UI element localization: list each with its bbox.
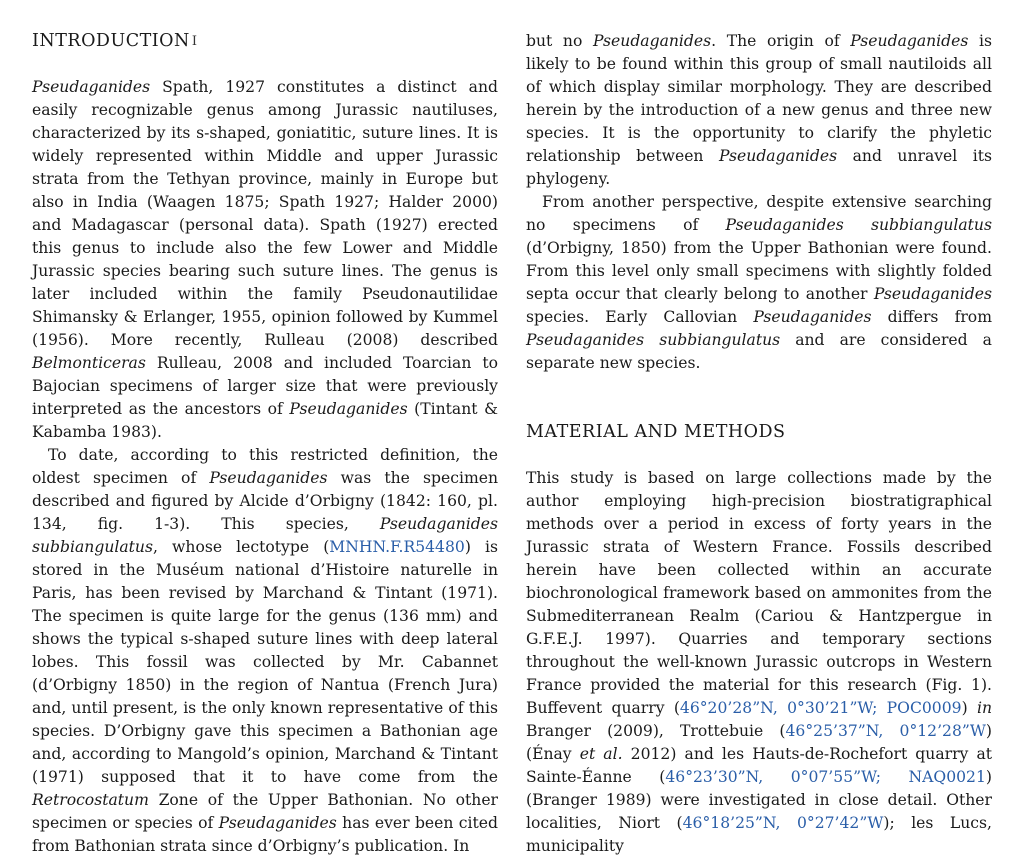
text-run: was the specimen described and figured by Alcide d’Orbigny (1842: 160, pl. 134, fig. 1-3). This species, bbox=[32, 469, 498, 533]
species-name: Pseudaganides subbiangulatus bbox=[32, 515, 498, 556]
text-run: This study is based on large collections made by the author employing high-precision biostratigraphical methods over a period in excess of forty years in the Jurassic strata of Western France. Fossils described herein have been collected within an accurate biochronological framework based on ammonites from the Submediterranean Realm (Cariou & Hantzpergue in G.F.E.J. 1997). Quarries and temporary sections throughout the well-known Jurassic outcrops in Western France provided the material for this research (Fig. 1). Buffevent quarry ( bbox=[526, 469, 992, 717]
text-run: but no bbox=[526, 32, 593, 50]
specimen-link[interactable]: MNHN.F.R54480 bbox=[329, 538, 465, 556]
text-run: From another perspective, despite extensive searching no specimens of bbox=[526, 193, 992, 234]
right-column bbox=[526, 30, 992, 858]
coordinate-link[interactable]: 46°18’25”N, 0°27’42”W bbox=[682, 814, 884, 832]
genus-name: Pseudaganides bbox=[873, 285, 992, 303]
text-run: ); les Lucs, municipality bbox=[526, 814, 992, 855]
genus-name: Pseudaganides bbox=[209, 469, 328, 487]
intro-paragraph-1 bbox=[32, 76, 498, 444]
text-run: (d’Orbigny, 1850) from the Upper Bathonian were found. From this level only small specimens with slightly folded septa occur that clearly belong to another bbox=[526, 239, 992, 303]
text-run: , whose lectotype ( bbox=[152, 538, 330, 556]
genus-name: Pseudaganides bbox=[718, 147, 838, 165]
genus-name: Pseudaganides bbox=[32, 78, 151, 96]
methods-paragraph-1 bbox=[526, 467, 992, 858]
text-run: ) is stored in the Muséum national d’Histoire naturelle in Paris, has been revised by Marchand & Tintant (1971). The specimen is quite large for the genus (136 mm) and shows the typical s-shaped suture lines with deep lateral lobes. This fossil was collected by Mr. Cabannet (d’Orbigny 1850) in the region of Nantua (French Jura) and, until present, is the only known representative of this species. D’Orbigny gave this specimen a Bathonian age and, according to Mangold’s opinion, Marchand & Tintant (1971) supposed that it to have come from the bbox=[32, 538, 499, 786]
genus-name: Pseudaganides bbox=[592, 32, 712, 50]
text-run: Rulleau, 2008 and included Toarcian to Bajocian specimens of larger size that were previously interpreted as the ancestors of bbox=[32, 354, 498, 418]
text-run: (Tintant & Kabamba 1983). bbox=[32, 400, 498, 441]
spacer bbox=[32, 53, 498, 76]
text-run: To date, according to this restricted definition, the oldest specimen of bbox=[32, 446, 498, 487]
intro-paragraph-4 bbox=[526, 191, 992, 375]
text-run: ) bbox=[961, 699, 977, 717]
methods-heading: MATERIAL AND METHODS bbox=[526, 422, 786, 442]
text-run: Branger (2009), Trottebuie ( bbox=[526, 722, 786, 740]
intro-paragraph-2 bbox=[32, 444, 498, 858]
text-run: . The origin of bbox=[711, 32, 851, 50]
genus-name: Belmonticeras bbox=[32, 354, 146, 372]
text-run: has ever been cited from Bathonian strata since d’Orbigny’s publication. In bbox=[32, 814, 498, 855]
text-run-italic: et al. bbox=[579, 745, 623, 763]
text-run: species. Early Callovian bbox=[526, 308, 754, 326]
species-name: Pseudaganides subbiangulatus bbox=[725, 216, 992, 234]
coordinate-link[interactable]: 46°23’30”N, 0°07’55”W; NAQ0021 bbox=[665, 768, 986, 786]
spacer bbox=[526, 375, 992, 421]
left-column bbox=[32, 30, 498, 858]
genus-name: Pseudaganides bbox=[753, 308, 872, 326]
text-run: and are considered a separate new species. bbox=[526, 331, 992, 372]
genus-name: Pseudaganides bbox=[218, 814, 337, 832]
coordinate-link[interactable]: 46°20’28”N, 0°30’21”W; POC0009 bbox=[679, 699, 962, 717]
text-run: and unravel its phylogeny. bbox=[526, 147, 993, 188]
text-run: is likely to be found within this group of small nautiloids all of which display similar morphology. They are described herein by the introduction of a new genus and three new species. It is the opportunity to clarify the phyletic relationship between bbox=[526, 32, 992, 165]
coordinate-link[interactable]: 46°25’37”N, 0°12’28”W bbox=[785, 722, 986, 740]
text-run: ) (Énay bbox=[526, 722, 992, 763]
text-run: 2012) and les Hauts-de-Rochefort quarry at Sainte-Éanne ( bbox=[526, 745, 993, 786]
text-run: Zone of the Upper Bathonian. No other specimen or species of bbox=[32, 791, 498, 832]
text-run: Spath, 1927 constitutes a distinct and easily recognizable genus among Jurassic nautiluses, characterized by its s-shaped, goniatitic, suture lines. It is widely represented within Middle and upper Jurassic strata from the Tethyan province, mainly in Europe but also in India (Waagen 1875; Spath 1927; Halder 2000) and Madagascar (personal data). Spath (1927) erected this genus to include also the few Lower and Middle Jurassic species bearing such suture lines. The genus is later included within the family Pseudonautilidae Shimansky & Erlanger, 1955, opinion followed by Kummel (1956). More recently, Rulleau (2008) described bbox=[32, 78, 498, 349]
zone-name: Retrocostatum bbox=[32, 791, 149, 809]
text-run: ) (Branger 1989) were investigated in close detail. Other localities, Niort ( bbox=[526, 768, 992, 832]
spacer bbox=[526, 444, 992, 467]
introduction-heading-text: INTRODUCTION bbox=[32, 31, 190, 51]
text-cursor-icon: I bbox=[191, 34, 198, 49]
genus-name: Pseudaganides bbox=[850, 32, 969, 50]
species-name: Pseudaganides subbiangulatus bbox=[526, 331, 781, 349]
text-run-italic: in bbox=[976, 699, 992, 717]
genus-name: Pseudaganides bbox=[289, 400, 408, 418]
introduction-heading bbox=[32, 30, 498, 53]
text-run: differs from bbox=[871, 308, 992, 326]
intro-paragraph-3 bbox=[526, 30, 992, 191]
